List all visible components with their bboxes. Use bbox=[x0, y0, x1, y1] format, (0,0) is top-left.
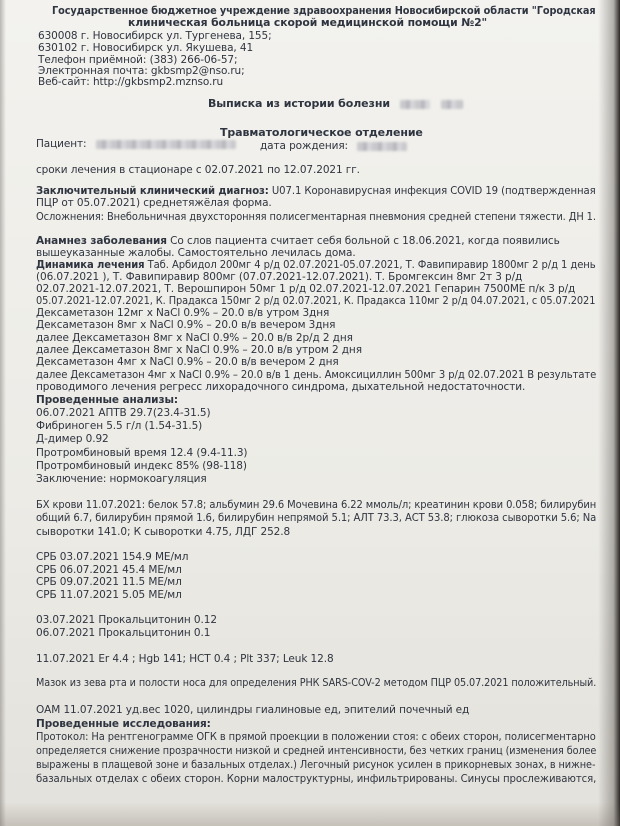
procalcitonin-line: 03.07.2021 Прокальцитонин 0.12 bbox=[36, 614, 217, 626]
research-line-4: базальных отделах с обеих сторон. Корни малоструктурны, инфильтрированы. Синусы прослеживаются, bbox=[36, 773, 597, 785]
treatment-line-10: далее Дексаметазон 4мг х NaCl 0.9% – 20.0 в/в 1 день. Амоксициллин 500мг 3 р/д 02.07.2021 В результате bbox=[36, 369, 597, 381]
patient-line bbox=[36, 138, 236, 150]
crp-line: СРБ 11.07.2021 5.05 МЕ/мл bbox=[36, 589, 182, 601]
website: Веб-сайт: http://gkbsmp2.mznso.ru bbox=[38, 76, 224, 88]
urinalysis-line: ОАМ 11.07.2021 уд.вес 1020, цилиндры гиалиновые ед, эпителий почечный ед bbox=[36, 704, 470, 716]
pcr-line: Мазок из зева рта и полости носа для определения РНК SARS-COV-2 методом ПЦР 05.07.2021 положительный. bbox=[36, 677, 597, 689]
department: Травматологическое отделение bbox=[220, 126, 423, 139]
redacted-history-number-2 bbox=[441, 100, 463, 109]
diagnosis-text: U07.1 Коронавирусная инфекция COVID 19 (подтвержденная bbox=[268, 185, 596, 197]
page-edge-shadow-left bbox=[0, 0, 6, 826]
anamnesis-text: Со слов пациента считает себя больной с 18.06.2021, когда появились bbox=[166, 235, 560, 247]
treatment-line-8: далее Дексаметазон 8мг х NaCl 0.9% – 20.0 в/в утром 2 дня bbox=[36, 344, 362, 356]
patient-label: Пациент: bbox=[36, 138, 87, 150]
treatment-line-7: далее Дексаметазон 8мг х NaCl 0.9% – 20.0 в/в 2р/д 2 дня bbox=[36, 332, 353, 344]
analysis-line: Протромбиновый индекс 85% (98-118) bbox=[36, 460, 247, 472]
redacted-patient-name bbox=[96, 140, 236, 149]
org-name-line-2: клиническая больница скорой медицинской помощи №2" bbox=[128, 16, 488, 29]
research-line-2: определяется снижение прозрачности низкой и средней интенсивности, без четких границ (изменения более bbox=[36, 745, 597, 757]
page-edge-shadow-right bbox=[598, 0, 620, 826]
dob-label: дата рождения: bbox=[260, 140, 348, 152]
treatment-line-6: Дексаметазон 8мг х NaCl 0.9% – 20.0 в/в вечером 3дня bbox=[36, 319, 336, 331]
cbc-line: 11.07.2021 Er 4.4 ; Hgb 141; HCT 0.4 ; Plt 337; Leuk 12.8 bbox=[36, 653, 334, 665]
org-name-line-1: Государственное бюджетное учреждение здравоохранения Новосибирской области "Городская bbox=[52, 4, 596, 17]
document-title-text: Выписка из истории болезни bbox=[208, 97, 390, 110]
analysis-line: Д-димер 0.92 bbox=[36, 433, 109, 445]
address-2: 630102 г. Новосибирск ул. Якушева, 41 bbox=[38, 42, 254, 54]
treatment-label: Динамика лечения bbox=[36, 259, 145, 271]
anamnesis-line-2: вышеуказанные жалобы. Самостоятельно лечилась дома. bbox=[36, 247, 356, 259]
treatment-line-3: 02.07.2021-12.07.2021, Т. Верошпирон 50мг 1 р/д 02.07.2021-12.07.2021 Гепарин 7500МЕ п/к 3 р/д bbox=[36, 283, 576, 295]
biochem-line-2: общий 6.7, билирубин прямой 1.6, билирубин непрямой 5.1; АЛТ 73.3, АСТ 53.8; глюкоза сыворотки 5.6; Na bbox=[36, 512, 597, 524]
stay-period: сроки лечения в стационаре с 02.07.2021 по 12.07.2021 гг. bbox=[36, 164, 360, 176]
treatment-line-11: проводимого лечения регресс лихорадочного синдрома, дыхательной недостаточности. bbox=[36, 381, 526, 393]
crp-line: СРБ 06.07.2021 45.4 МЕ/мл bbox=[36, 564, 182, 576]
treatment-line-9: Дексаметазон 4мг х NaCl 0.9% – 20.0 в/в вечером 2 дня bbox=[36, 356, 339, 368]
procalcitonin-line: 06.07.2021 Прокальцитонин 0.1 bbox=[36, 627, 211, 639]
diagnosis-line-1 bbox=[36, 185, 596, 197]
page-edge-shadow-bottom bbox=[0, 802, 620, 826]
complications: Осложнения: Внебольничная двухсторонняя полисегментарная пневмония средней степени тяжести. ДН 1. bbox=[36, 211, 596, 223]
analysis-conclusion: Заключение: нормокоагуляция bbox=[36, 473, 207, 485]
crp-line: СРБ 09.07.2021 11.5 МЕ/мл bbox=[36, 576, 182, 588]
dob-line bbox=[260, 140, 407, 152]
document-title bbox=[208, 98, 463, 110]
research-line-3: выражены в плащевой зоне и базальных отделах.) Легочный рисунок усилен в прикорневых зонах, в нижне- bbox=[36, 759, 596, 771]
address-1: 630008 г. Новосибирск ул. Тургенева, 155; bbox=[38, 30, 272, 42]
treatment-line-1 bbox=[36, 259, 596, 271]
anamnesis-label: Анамнез заболевания bbox=[36, 235, 167, 247]
analysis-line: Фибриноген 5.5 г/л (1.54-31.5) bbox=[36, 420, 203, 432]
analysis-line: Протромбиновый время 12.4 (9.4-11.3) bbox=[36, 447, 248, 459]
anamnesis-line-1 bbox=[36, 235, 560, 247]
biochem-line-1: БХ крови 11.07.2021: белок 57.8; альбумин 29.6 Мочевина 6.22 ммоль/л; креатинин крови 0.058; билирубин bbox=[36, 499, 597, 511]
phone: Телефон приёмной: (383) 266-06-57; bbox=[38, 54, 238, 66]
analysis-line: 06.07.2021 АПТВ 29.7(23.4-31.5) bbox=[36, 407, 211, 419]
analyses-label: Проведенные анализы: bbox=[36, 394, 178, 406]
crp-line: СРБ 03.07.2021 154.9 МЕ/мл bbox=[36, 551, 189, 563]
treatment-line-4: 05.07.2021-12.07.2021, К. Прадакса 150мг 2 р/д 02.07.2021, К. Прадакса 110мг 2 р/д 04.07.2021, с 05.07.2021 bbox=[36, 295, 596, 307]
diagnosis-line-2: ПЦР от 05.07.2021) среднетяжёлая форма. bbox=[36, 197, 272, 209]
biochem-line-3: сыворотки 141.0; К сыворотки 4.75, ЛДГ 252.8 bbox=[36, 526, 291, 538]
email: Электронная почта: gkbsmp2@nso.ru; bbox=[38, 65, 245, 77]
research-line-1: Протокол: На рентгенограмме ОГК в прямой проекции в положении стоя: с обеих сторон, полисегментарно bbox=[36, 731, 596, 743]
research-label: Проведенные исследования: bbox=[36, 718, 211, 730]
treatment-text: Таб. Арбидол 200мг 4 р/д 02.07.2021-05.07.2021, Т. Фавипиравир 1800мг 2 р/д 1 день bbox=[144, 259, 596, 271]
treatment-line-5: Дексаметазон 12мг х NaCl 0.9% – 20.0 в/в утром 3дня bbox=[36, 307, 330, 319]
redacted-dob bbox=[357, 142, 407, 151]
redacted-history-number bbox=[400, 100, 430, 109]
diagnosis-label: Заключительный клинический диагноз: bbox=[36, 185, 269, 197]
treatment-line-2: (06.07.2021 ), Т. Фавипиравир 800мг (07.07.2021-12.07.2021). Т. Бромгексин 8мг 2т 3 р/д bbox=[36, 271, 523, 283]
